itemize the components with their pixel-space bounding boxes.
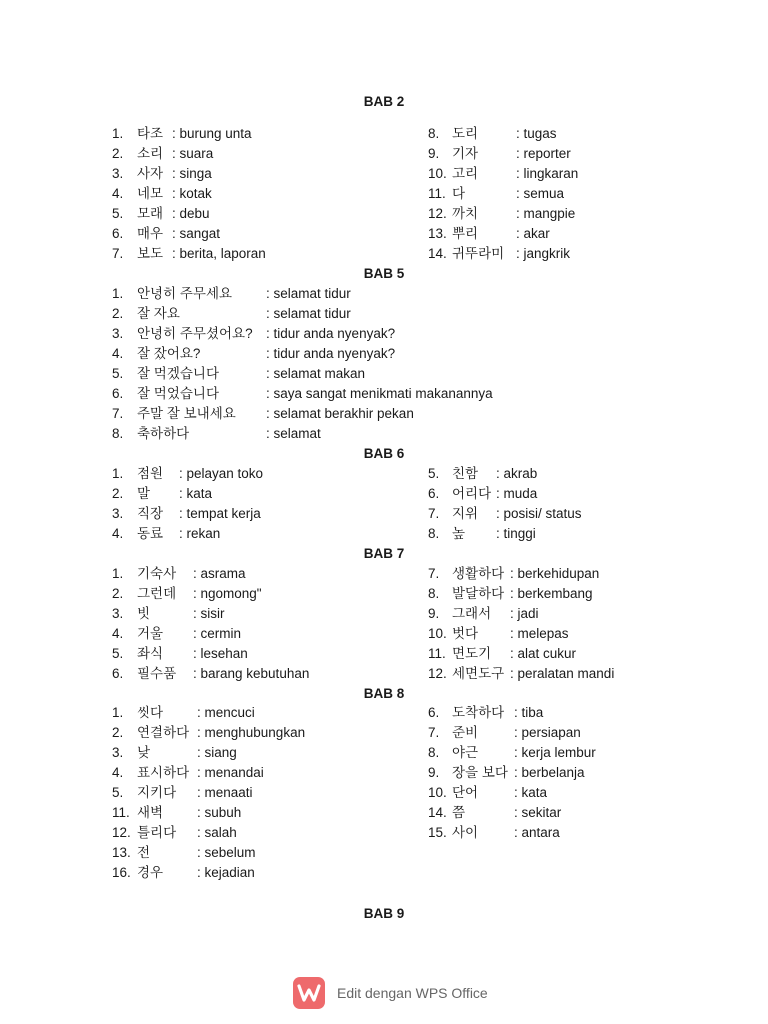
korean-word: 네모 <box>137 185 164 201</box>
entry-number: 3. <box>112 325 124 341</box>
indonesian-meaning: : selamat <box>266 425 321 441</box>
indonesian-meaning: : alat cukur <box>510 645 577 661</box>
entry-number: 2. <box>112 585 124 601</box>
indonesian-meaning: : berbelanja <box>514 764 585 780</box>
indonesian-meaning: : kata <box>514 784 548 800</box>
entry-number: 11. <box>428 185 446 201</box>
entry-number: 1. <box>112 566 124 581</box>
entry-number: 3. <box>112 605 124 621</box>
korean-word: 고리 <box>452 165 479 181</box>
korean-word: 안녕히 주무세요 <box>137 286 233 301</box>
entry-number: 6. <box>428 485 440 501</box>
entry-number: 6. <box>112 385 124 401</box>
entry-number: 4. <box>112 764 124 780</box>
entry-number: 1. <box>112 705 124 720</box>
entry-number: 8. <box>428 585 440 601</box>
indonesian-meaning: : saya sangat menikmati makanannya <box>266 385 493 401</box>
entry-number: 7. <box>112 405 124 421</box>
korean-word: 타조 <box>137 126 164 141</box>
indonesian-meaning: : berita, laporan <box>172 245 266 261</box>
entry-number: 4. <box>112 625 124 641</box>
indonesian-meaning: : burung unta <box>172 126 252 141</box>
indonesian-meaning: : sekitar <box>514 804 562 820</box>
indonesian-meaning: : akrab <box>496 466 538 481</box>
korean-word: 연결하다 <box>137 724 190 740</box>
entry-number: 14. <box>428 245 447 261</box>
korean-word: 낮 <box>137 744 151 760</box>
indonesian-meaning: : peralatan mandi <box>510 665 615 681</box>
korean-word: 다 <box>452 185 466 201</box>
indonesian-meaning: : tidur anda nyenyak? <box>266 345 396 361</box>
indonesian-meaning: : muda <box>496 485 538 501</box>
entry-number: 1. <box>112 126 124 141</box>
entry-number: 2. <box>112 485 124 501</box>
korean-word: 세면도구 <box>452 665 505 681</box>
entry-number: 8. <box>428 126 440 141</box>
indonesian-meaning: : melepas <box>510 625 569 641</box>
entry-number: 2. <box>112 145 124 161</box>
korean-word: 높 <box>452 525 466 541</box>
indonesian-meaning: : lesehan <box>193 645 248 661</box>
indonesian-meaning: : selamat berakhir pekan <box>266 405 414 421</box>
entry-number: 8. <box>428 744 440 760</box>
korean-word: 잘 자요 <box>137 305 180 321</box>
korean-word: 장을 보다 <box>452 764 508 780</box>
entry-number: 11. <box>428 645 446 661</box>
indonesian-meaning: : selamat tidur <box>266 305 351 321</box>
indonesian-meaning: : cermin <box>193 625 242 641</box>
entry-number: 16. <box>112 864 131 880</box>
entry-number: 6. <box>428 705 440 720</box>
korean-word: 생활하다 <box>452 566 505 581</box>
korean-word: 잘 잤어요? <box>137 345 201 361</box>
entry-number: 4. <box>112 525 124 541</box>
korean-word: 빗 <box>137 605 151 621</box>
section-heading: BAB 2 <box>363 94 405 109</box>
indonesian-meaning: : sebelum <box>197 844 256 860</box>
entry-number: 7. <box>428 724 440 740</box>
entry-number: 5. <box>428 466 440 481</box>
entry-number: 5. <box>112 205 124 221</box>
korean-word: 기숙사 <box>137 566 177 581</box>
indonesian-meaning: : jadi <box>510 605 539 621</box>
entry-number: 1. <box>112 466 124 481</box>
indonesian-meaning: : tiba <box>514 705 544 720</box>
section-heading: BAB 8 <box>363 686 405 701</box>
indonesian-meaning: : kotak <box>172 185 212 201</box>
indonesian-meaning: : menaati <box>197 784 253 800</box>
entry-number: 1. <box>112 286 124 301</box>
korean-word: 잘 먹겠습니다 <box>137 365 219 381</box>
korean-word: 매우 <box>137 225 164 241</box>
korean-word: 지키다 <box>137 784 177 800</box>
entry-number: 7. <box>428 505 440 521</box>
korean-word: 지위 <box>452 505 479 521</box>
indonesian-meaning: : subuh <box>197 804 242 820</box>
indonesian-meaning: : tidur anda nyenyak? <box>266 325 396 341</box>
entry-number: 12. <box>112 824 131 840</box>
entry-number: 10. <box>428 625 447 641</box>
entry-number: 7. <box>112 245 124 261</box>
korean-word: 소리 <box>137 145 164 161</box>
section-heading: BAB 9 <box>363 906 405 921</box>
indonesian-meaning: : kerja lembur <box>514 744 596 760</box>
korean-word: 벗다 <box>452 625 479 641</box>
entry-number: 12. <box>428 205 447 221</box>
indonesian-meaning: : jangkrik <box>516 245 571 261</box>
indonesian-meaning: : akar <box>516 225 550 241</box>
korean-word: 준비 <box>452 724 479 740</box>
korean-word: 사이 <box>452 824 479 840</box>
entry-number: 5. <box>112 784 124 800</box>
indonesian-meaning: : mencuci <box>197 705 255 720</box>
korean-word: 쯤 <box>452 804 466 820</box>
indonesian-meaning: : siang <box>197 744 237 760</box>
indonesian-meaning: : antara <box>514 824 560 840</box>
indonesian-meaning: : ngomong" <box>193 585 262 601</box>
indonesian-meaning: : debu <box>172 205 210 221</box>
korean-word: 친함 <box>452 466 479 481</box>
indonesian-meaning: : persiapan <box>514 724 581 740</box>
korean-word: 단어 <box>452 784 479 800</box>
indonesian-meaning: : barang kebutuhan <box>193 665 310 681</box>
entry-number: 14. <box>428 804 447 820</box>
indonesian-meaning: : selamat tidur <box>266 286 351 301</box>
korean-word: 잘 먹었습니다 <box>137 385 219 401</box>
korean-word: 필수품 <box>137 665 177 681</box>
korean-word: 전 <box>137 844 151 860</box>
entry-number: 10. <box>428 165 447 181</box>
indonesian-meaning: : tinggi <box>496 525 536 541</box>
entry-number: 4. <box>112 345 124 361</box>
korean-word: 점원 <box>137 466 164 481</box>
korean-word: 보도 <box>137 245 164 261</box>
indonesian-meaning: : reporter <box>516 145 571 161</box>
entry-number: 2. <box>112 305 124 321</box>
korean-word: 그런데 <box>137 585 177 601</box>
indonesian-meaning: : berkembang <box>510 585 593 601</box>
korean-word: 주말 잘 보내세요 <box>137 405 236 421</box>
entry-number: 8. <box>112 425 124 441</box>
wps-edit-label[interactable]: Edit dengan WPS Office <box>337 985 488 1001</box>
korean-word: 동료 <box>137 525 164 541</box>
korean-word: 면도기 <box>452 645 492 661</box>
section-heading: BAB 7 <box>363 546 405 561</box>
entry-number: 3. <box>112 505 124 521</box>
korean-word: 경우 <box>137 864 164 880</box>
indonesian-meaning: : mangpie <box>516 205 576 221</box>
korean-word: 도리 <box>452 126 479 141</box>
korean-word: 틀리다 <box>137 824 177 840</box>
entry-number: 10. <box>428 784 447 800</box>
indonesian-meaning: : pelayan toko <box>179 466 264 481</box>
entry-number: 3. <box>112 165 124 181</box>
indonesian-meaning: : suara <box>172 145 214 161</box>
entry-number: 5. <box>112 645 124 661</box>
korean-word: 야근 <box>452 744 479 760</box>
indonesian-meaning: : kejadian <box>197 864 255 880</box>
korean-word: 귀뚜라미 <box>452 245 505 261</box>
entry-number: 8. <box>428 525 440 541</box>
indonesian-meaning: : berkehidupan <box>510 566 600 581</box>
indonesian-meaning: : sisir <box>193 605 225 621</box>
korean-word: 기자 <box>452 145 479 161</box>
korean-word: 표시하다 <box>137 764 190 780</box>
indonesian-meaning: : asrama <box>193 566 246 581</box>
wps-logo-icon[interactable] <box>293 977 325 1009</box>
korean-word: 안녕히 주무셨어요? <box>137 325 253 341</box>
entry-number: 2. <box>112 724 124 740</box>
entry-number: 11. <box>112 804 130 820</box>
korean-word: 좌식 <box>137 645 164 661</box>
korean-word: 어리다 <box>452 485 492 501</box>
indonesian-meaning: : menandai <box>197 764 264 780</box>
indonesian-meaning: : kata <box>179 485 213 501</box>
entry-number: 9. <box>428 605 440 621</box>
entry-number: 7. <box>428 566 440 581</box>
entry-number: 13. <box>112 844 131 860</box>
section-heading: BAB 6 <box>363 446 405 461</box>
indonesian-meaning: : tugas <box>516 126 557 141</box>
korean-word: 그래서 <box>452 605 492 621</box>
korean-word: 거울 <box>137 625 164 641</box>
entry-number: 9. <box>428 145 440 161</box>
korean-word: 직장 <box>137 505 164 521</box>
indonesian-meaning: : semua <box>516 185 565 201</box>
indonesian-meaning: : menghubungkan <box>197 724 306 740</box>
korean-word: 뿌리 <box>452 225 479 241</box>
entry-number: 15. <box>428 824 447 840</box>
indonesian-meaning: : lingkaran <box>516 165 579 181</box>
korean-word: 새벽 <box>137 804 164 820</box>
entry-number: 13. <box>428 225 447 241</box>
korean-word: 도착하다 <box>452 705 505 720</box>
entry-number: 6. <box>112 225 124 241</box>
entry-number: 12. <box>428 665 447 681</box>
section-heading: BAB 5 <box>363 266 405 281</box>
indonesian-meaning: : selamat makan <box>266 365 366 381</box>
entry-number: 4. <box>112 185 124 201</box>
indonesian-meaning: : salah <box>197 824 237 840</box>
korean-word: 말 <box>137 485 151 501</box>
korean-word: 축하하다 <box>137 425 190 441</box>
indonesian-meaning: : rekan <box>179 525 221 541</box>
wps-edit-banner[interactable] <box>293 976 493 1010</box>
entry-number: 3. <box>112 744 124 760</box>
entry-number: 6. <box>112 665 124 681</box>
indonesian-meaning: : posisi/ status <box>496 505 582 521</box>
korean-word: 발달하다 <box>452 585 505 601</box>
entry-number: 5. <box>112 365 124 381</box>
korean-word: 씻다 <box>137 705 164 720</box>
indonesian-meaning: : sangat <box>172 225 221 241</box>
indonesian-meaning: : singa <box>172 165 212 181</box>
korean-word: 사자 <box>137 165 164 181</box>
korean-word: 까치 <box>452 205 479 221</box>
korean-word: 모래 <box>137 205 164 221</box>
indonesian-meaning: : tempat kerja <box>179 505 261 521</box>
entry-number: 9. <box>428 764 440 780</box>
